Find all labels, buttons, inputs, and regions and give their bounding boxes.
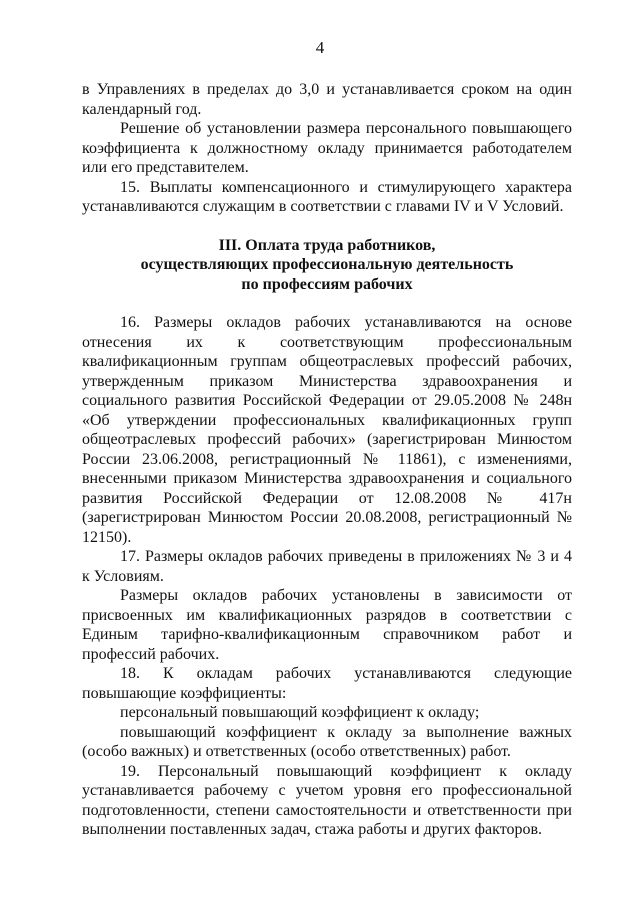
section-heading-line-1: III. Оплата труда работников, [218,236,436,254]
list-item-personal-coefficient: персональный повышающий коэффициент к окладу; [120,704,480,721]
paragraph-coefficient-decision: Решение об установлении размера персонального повышающего коэффициента к должностному окладу принимается работодателем или его представителем. [82,120,572,176]
section-heading-line-3: по профессиям рабочих [241,275,413,293]
page-number: 4 [315,38,325,57]
paragraph-continuation: в Управлениях в пределах до 3,0 и устанавливается сроком на один календарный год. [82,81,572,118]
paragraph-18: 18. К окладам рабочих устанавливаются следующие повышающие коэффициенты: [82,665,572,702]
paragraph-17-wage-grades: Размеры окладов рабочих установлены в зависимости от присвоенных им квалификационных разрядов в соответствии с Единым тарифно-квалификационным справочником работ и профессий рабочих. [82,587,572,663]
paragraph-15: 15. Выплаты компенсационного и стимулирующего характера устанавливаются служащим в соответствии с главами IV и V Условий. [82,178,572,215]
paragraph-19: 19. Персональный повышающий коэффициент к окладу устанавливается рабочему с учетом уровня его профессиональной подготовленности, степени самостоятельности и ответственности при выполнении поставленных задач, стажа работы и других факторов. [82,762,572,838]
list-item-important-work-coefficient: повышающий коэффициент к окладу за выполнение важных (особо важных) и ответственных (особо ответственных) работ. [82,723,572,760]
document-body [82,80,572,840]
section-heading [82,236,572,295]
section-heading-line-2: осуществляющих профессиональную деятельность [140,256,514,273]
paragraph-16: 16. Размеры окладов рабочих устанавливаются на основе отнесения их к соответствующим профессиональным квалификационным группам общеотраслевых профессий рабочих, утвержденным приказом Министерства здравоохранения и социального развития Российской Федерации от 29.05.2008 № 248н «Об утверждении профессиональных квалификационных групп общеотраслевых профессий рабочих» (зарегистрирован Минюстом России 23.06.2008, регистрационный № 11861), с изменениями, внесенными приказом Министерства здравоохранения и социального развития Российской Федерации от 12.08.2008 № 417н (зарегистрирован Минюстом России 20.08.2008, регистрационный № 12150). [82,314,572,546]
paragraph-17: 17. Размеры окладов рабочих приведены в приложениях № 3 и 4 к Условиям. [82,548,572,585]
